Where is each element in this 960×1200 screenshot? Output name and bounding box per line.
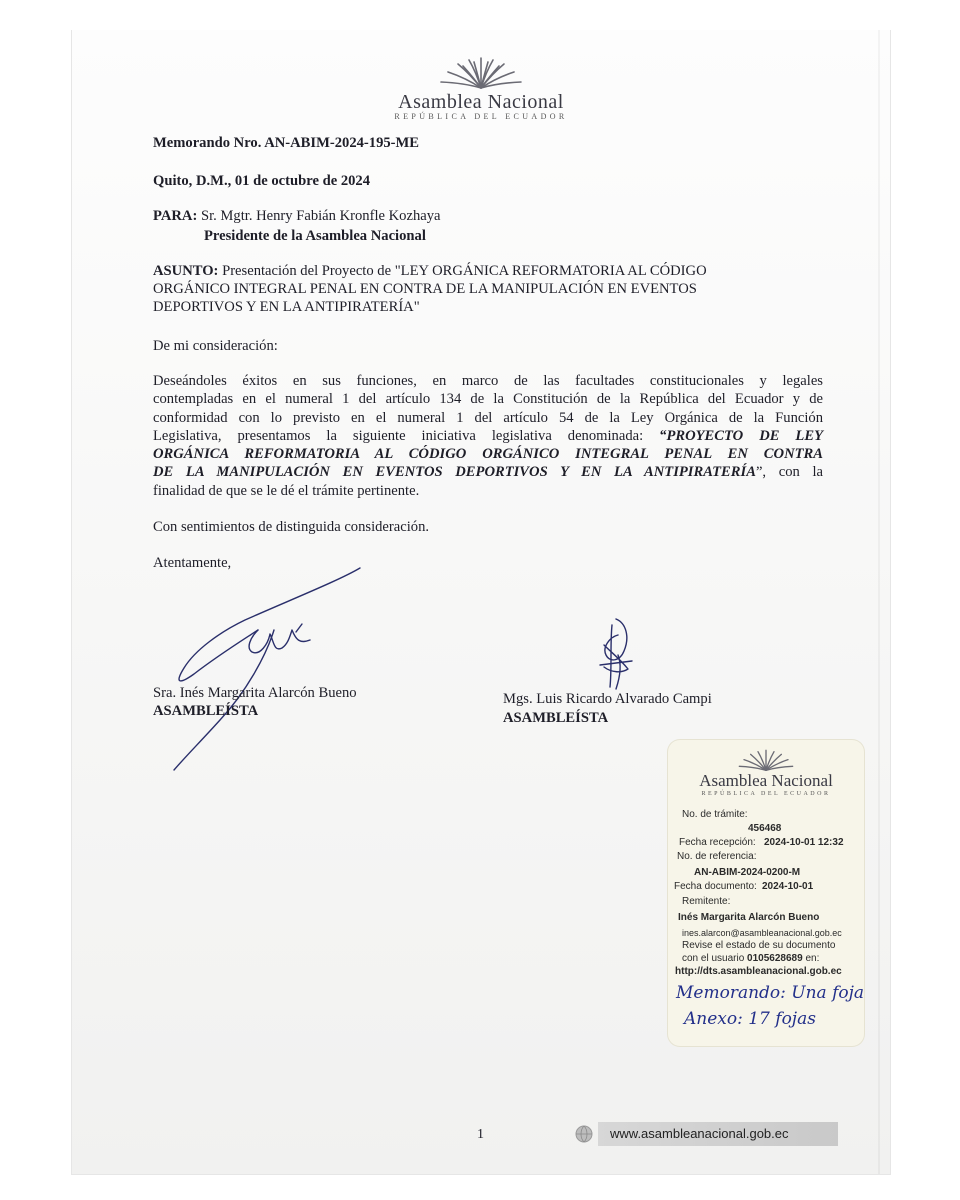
stamp-revise-line-2	[682, 953, 819, 965]
stamp-org-subtitle: REPÚBLICA DEL ECUADOR	[701, 791, 831, 797]
assembly-emblem-icon	[436, 52, 526, 90]
stamp-email: ines.alarcon@asambleanacional.gob.ec	[682, 928, 842, 938]
stamp-tramite-label: No. de trámite:	[682, 809, 748, 820]
stamp-revise-prefix: con el usuario	[682, 953, 745, 964]
memo-number: Memorando Nro. AN-ABIM-2024-195-ME	[153, 135, 420, 151]
stamp-remitente-value: Inés Margarita Alarcón Bueno	[678, 912, 820, 923]
body-line-1: Deseándoles éxitos en sus funciones, en marco de las facultades constitucionales y legales	[153, 373, 823, 389]
body-line-6-bill-title: DE LA MANIPULACIÓN EN EVENTOS DEPORTIVOS Y EN LA ANTIPIRATERÍA	[153, 464, 756, 481]
signatory-2-name: Mgs. Luis Ricardo Alvarado Campi	[503, 691, 712, 707]
signature-2-handwriting	[592, 615, 642, 695]
recipient-name: Sr. Mgtr. Henry Fabián Kronfle Kozhaya	[200, 208, 441, 224]
subject-line-2: ORGÁNICO INTEGRAL PENAL EN CONTRA DE LA MANIPULACIÓN EN EVENTOS	[153, 281, 697, 297]
stamp-revise-suffix: en:	[805, 953, 820, 964]
stamp-remitente-label: Remitente:	[682, 896, 731, 907]
place-date: Quito, D.M., 01 de octubre de 2024	[153, 173, 371, 189]
body-line-6-text: ”, con la	[755, 464, 824, 481]
body-line-2: contempladas en el numeral 1 del artículo 134 de la Constitución de la República del Ecuador y de	[153, 391, 823, 408]
stamp-org-name: Asamblea Nacional	[699, 771, 833, 790]
globe-icon	[574, 1124, 594, 1144]
signatory-1-name: Sra. Inés Margarita Alarcón Bueno	[153, 685, 357, 701]
greeting: De mi consideración:	[153, 338, 278, 354]
subject-block	[153, 262, 817, 316]
letterhead-logo	[376, 52, 586, 128]
stamp-tramite-value: 456468	[748, 823, 782, 834]
signature-1-handwriting	[150, 560, 370, 780]
recipient-line	[153, 207, 441, 225]
stamp-revise-line-1: Revise el estado de su documento	[682, 940, 836, 951]
body-line-7: finalidad de que se le dé el trámite pertinente.	[153, 482, 420, 499]
letterhead-org-subtitle: REPÚBLICA DEL ECUADOR	[394, 112, 568, 121]
stamp-handwritten-note-2: Anexo: 17 fojas	[684, 1009, 816, 1029]
body-line-6	[153, 463, 823, 481]
body-line-5: ORGÁNICA REFORMATORIA AL CÓDIGO ORGÁNICO INTEGRAL PENAL EN CONTRA	[153, 446, 823, 463]
stamp-documento-label: Fecha documento:	[674, 881, 757, 892]
stamp-referencia-label: No. de referencia:	[677, 851, 757, 862]
body-line-4-bill-title: “PROYECTO DE LEY	[659, 427, 823, 444]
top-border	[0, 0, 960, 30]
body-line-4	[153, 427, 823, 445]
stamp-tracking-url: http://dts.asambleanacional.gob.ec	[675, 966, 842, 977]
closing-line: Con sentimientos de distinguida consideración.	[153, 519, 430, 535]
stamp-emblem-icon	[736, 746, 796, 772]
stamp-logo	[678, 746, 854, 798]
stamp-referencia-value: AN-ABIM-2024-0200-M	[694, 867, 801, 878]
signatory-2-role: ASAMBLEÍSTA	[503, 710, 609, 726]
letterhead-org-name: Asamblea Nacional	[398, 91, 564, 113]
subject-label: ASUNTO:	[153, 263, 219, 279]
body-line-3: conformidad con lo previsto en el numeral 1 del artículo 54 de la Ley Orgánica de la Función	[153, 409, 823, 426]
stamp-documento-value: 2024-10-01	[762, 881, 814, 892]
stamp-revise-user: 0105628689	[747, 953, 803, 964]
signatory-1-role: ASAMBLEÍSTA	[153, 703, 259, 719]
bottom-border	[0, 1176, 960, 1200]
subject-line-1: Presentación del Proyecto de "LEY ORGÁNICA REFORMATORIA AL CÓDIGO	[222, 263, 707, 279]
recipient-role: Presidente de la Asamblea Nacional	[204, 228, 426, 244]
page-edge-shadow	[878, 28, 880, 1174]
stamp-recepcion-label: Fecha recepción:	[679, 837, 756, 848]
to-label: PARA:	[153, 208, 198, 224]
subject-line-3: DEPORTIVOS Y EN LA ANTIPIRATERÍA"	[153, 299, 420, 315]
body-line-4-text: Legislativa, presentamos la siguiente iniciativa legislativa denominada:	[153, 427, 644, 444]
stamp-recepcion-value: 2024-10-01 12:32	[764, 837, 844, 848]
footer-website: www.asambleanacional.gob.ec	[598, 1122, 838, 1146]
reception-stamp	[668, 740, 864, 1046]
page-number: 1	[477, 1127, 484, 1142]
regards-line: Atentamente,	[153, 555, 232, 571]
body-paragraph	[153, 372, 823, 500]
stamp-handwritten-note-1: Memorando: Una foja	[676, 983, 865, 1003]
